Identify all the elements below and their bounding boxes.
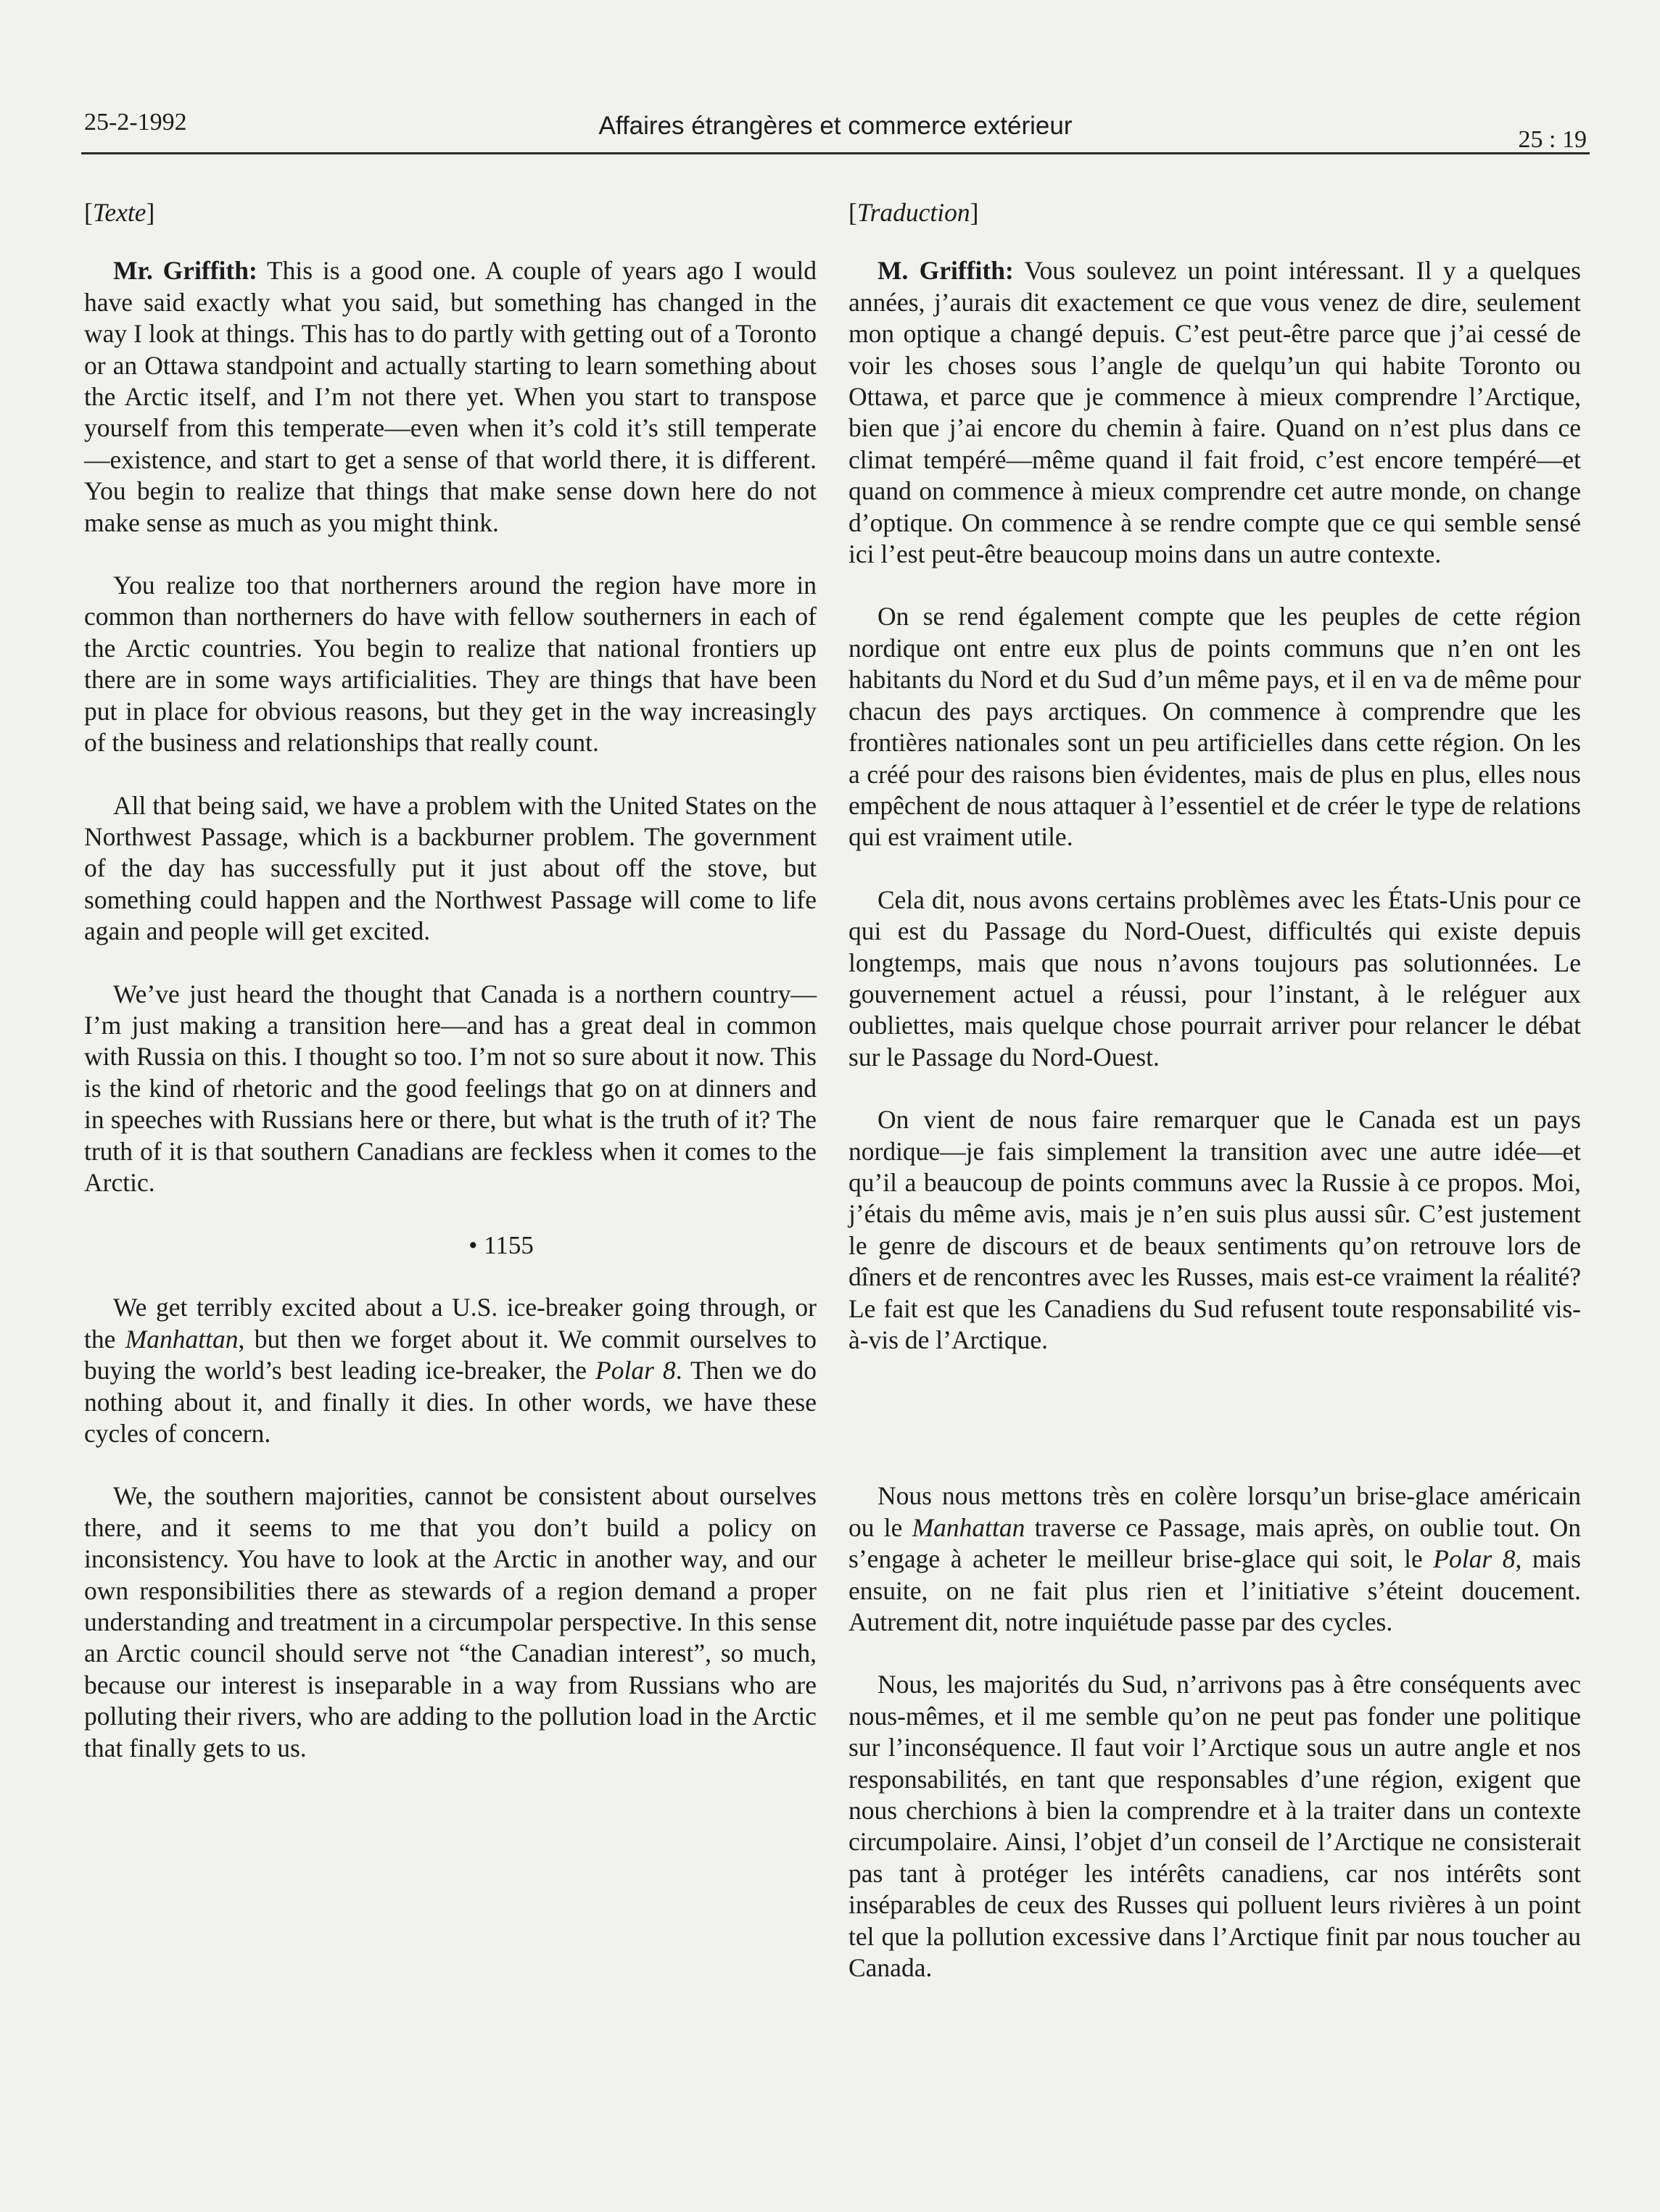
paragraph-text: Vous soulevez un point intéressant. Il y a quelques années, j’aurais dit exactement ce que vous venez de dire, seulement mon optique a changé depuis. C’est peut-être parce que j’ai cessé de voir les choses sous l’angle de quelqu’un qui habite Toronto ou Ottawa, et parce que je commence à mieux comprendre l’Arctique, bien que j’ai encore du chemin à faire. Quand on n’est plus dans ce climat tempéré—même quand il fait froid, c’est encore tempéré—et quand on commence à mieux comprendre cet autre monde, on change d’optique. On commence à se rendre compte que ce qui semble sensé ici l’est peut-être beaucoup moins dans un autre contexte.	[848, 256, 1581, 569]
paragraph: We’ve just heard the thought that Canada is a northern country—I’m just making a transition here—and has a great deal in common with Russia on this. I thought so too. I’m not so sure about it now. This is the kind of rhetoric and the good feelings that go on at dinners and in speeches with Russians here or there, but what is the truth of it? The truth of it is that southern Canadians are feckless when it comes to the Arctic.	[84, 979, 817, 1197]
paragraph: All that being said, we have a problem with the United States on the Northwest Passage, which is a backburner problem. The government of the day has successfully put it just about off the stove, but something could happen and the Northwest Passage will come to life again and people will get excited.	[84, 790, 817, 946]
paragraph-text: We get terribly excited about a U.S. ice-breaker going through, or the	[84, 1293, 817, 1354]
paragraph: You realize too that northerners around the region have more in common than northerners do have with fellow southerners in each of the Arctic countries. You begin to realize that national frontiers up there are in some ways artificialities. They are things that have been put in place for obvious reasons, but they get in the way increasingly of the business and relationships that really count.	[84, 571, 817, 758]
paragraph: On se rend également compte que les peuples de cette région nordique ont entre eux plus de points communs que n’en ont les habitants du Nord et du Sud d’un même pays, et il en va de même pour chacun des pays arctiques. On commence à comprendre que les frontières nationales sont un peu artificielles dans cette région. On les a créé pour des raisons bien évidentes, mais de plus en plus, elles nous empêchent de nous attaquer à l’essentiel et de créer le type de relations qui est vraiment utile.	[848, 602, 1581, 852]
ship-name: Polar 8	[595, 1356, 676, 1385]
paragraph-text: This is a good one. A couple of years ago I would have said exactly what you said, but something has changed in the way I look at things. This has to do partly with getting out of a Toronto or an Ottawa standpoint and actually starting to learn something about the Arctic itself, and I’m not there yet. When you start to transpose yourself from this temperate—even when it’s cold it’s still temperate—existence, and start to get a sense of that world there, it is different. You begin to realize that things that make sense down here do not make sense as much as you might think.	[84, 256, 817, 537]
section-label: [Texte]	[84, 198, 155, 227]
speaker-name: Mr. Griffith:	[113, 256, 257, 286]
ship-name: Manhattan	[912, 1512, 1025, 1542]
section-label-text: Traduction	[856, 198, 970, 227]
paragraph: We, the southern majorities, cannot be consistent about ourselves there, and it seems to me that you don’t build a policy on inconsistency. You have to look at the Arctic in another way, and our own responsibilities there as stewards of a region demand a proper understanding and treatment in a circumpolar perspective. In this sense an Arctic council should serve not “the Canadian interest”, so much, because our interest is inseparable in a way from Russians who are polluting their rivers, who are adding to the pollution load in the Arctic that finally gets to us.	[84, 1481, 817, 1762]
paragraph: On vient de nous faire remarquer que le Canada est un pays nordique—je fais simplement la transition avec une autre idée—et qu’il a beaucoup de points communs avec la Russie à ce propos. Moi, j’étais du même avis, mais je n’en suis plus aussi sûr. C’est justement le genre de discours et de beaux sentiments qu’on retrouve lors de dîners et de rencontres avec les Russes, mais est-ce vraiment la réalité? Le fait est que les Canadiens du Sud refusent toute responsabilité vis-à-vis de l’Arctique.	[848, 1105, 1581, 1354]
ship-name: Manhattan	[125, 1324, 239, 1354]
english-column	[84, 197, 817, 1764]
section-label-text: Texte	[92, 198, 146, 227]
header-title: Affaires étrangères et commerce extérieur	[598, 112, 1073, 140]
page-number: 25 : 19	[1518, 126, 1587, 153]
paragraph: Nous, les majorités du Sud, n’arrivons pas à être conséquents avec nous-mêmes, et il me semble qu’on ne peut pas fonder une politique sur l’inconséquence. Il faut voir l’Arctique sous un autre angle et nos responsabilités, en tant que responsables d’une région, exigent que nous cherchions à bien la comprendre et à la traiter dans un contexte circumpolaire. Ainsi, l’objet d’un conseil de l’Arctique ne consisterait pas tant à protéger les intérêts canadiens, car nos intérêts sont inséparables de ceux des Russes qui polluent leurs rivières à un point tel que la pollution excessive dans l’Arctique finit par nous toucher au Canada.	[848, 1670, 1581, 1983]
paragraph	[848, 255, 1581, 570]
paragraph-text: . Then we do nothing about it, and finally it dies. In other words, we have these cycles of concern.	[84, 1356, 817, 1448]
speaker-name: M. Griffith:	[878, 256, 1014, 286]
header-date: 25-2-1992	[84, 109, 187, 136]
french-column	[848, 197, 1581, 1984]
paragraph	[848, 1480, 1581, 1638]
paragraph-text: , mais ensuite, on ne fait plus rien et l’initiative s’éteint doucement. Autrement dit, notre inquiétude passe par des cycles.	[848, 1544, 1581, 1637]
paragraph-text: traverse ce Passage, mais après, on oublie tout. On s’engage à acheter le meilleur brise-glace qui soit, le	[848, 1512, 1581, 1574]
ship-name: Polar 8	[1433, 1544, 1516, 1574]
section-label: [Traduction]	[848, 198, 979, 227]
paragraph	[84, 255, 817, 539]
page-header	[81, 106, 1590, 154]
paragraph-text: Nous nous mettons très en colère lorsqu’un brise-glace américain ou le	[848, 1481, 1581, 1542]
paragraph	[84, 1292, 817, 1449]
paragraph: Cela dit, nous avons certains problèmes avec les États-Unis pour ce qui est du Passage du Nord-Ouest, difficultés qui existe depuis longtemps, mais que nous n’avons toujours pas solutionnées. Le gouvernement actuel a réussi, pour l’instant, à le reléguer aux oubliettes, mais quelque chose pourrait arriver pour relancer le débat sur le Passage du Nord-Ouest.	[848, 885, 1581, 1072]
paragraph-text: , but then we forget about it. We commit ourselves to buying the world’s best leading ice-breaker, the	[84, 1324, 817, 1385]
time-marker: • 1155	[468, 1231, 534, 1260]
